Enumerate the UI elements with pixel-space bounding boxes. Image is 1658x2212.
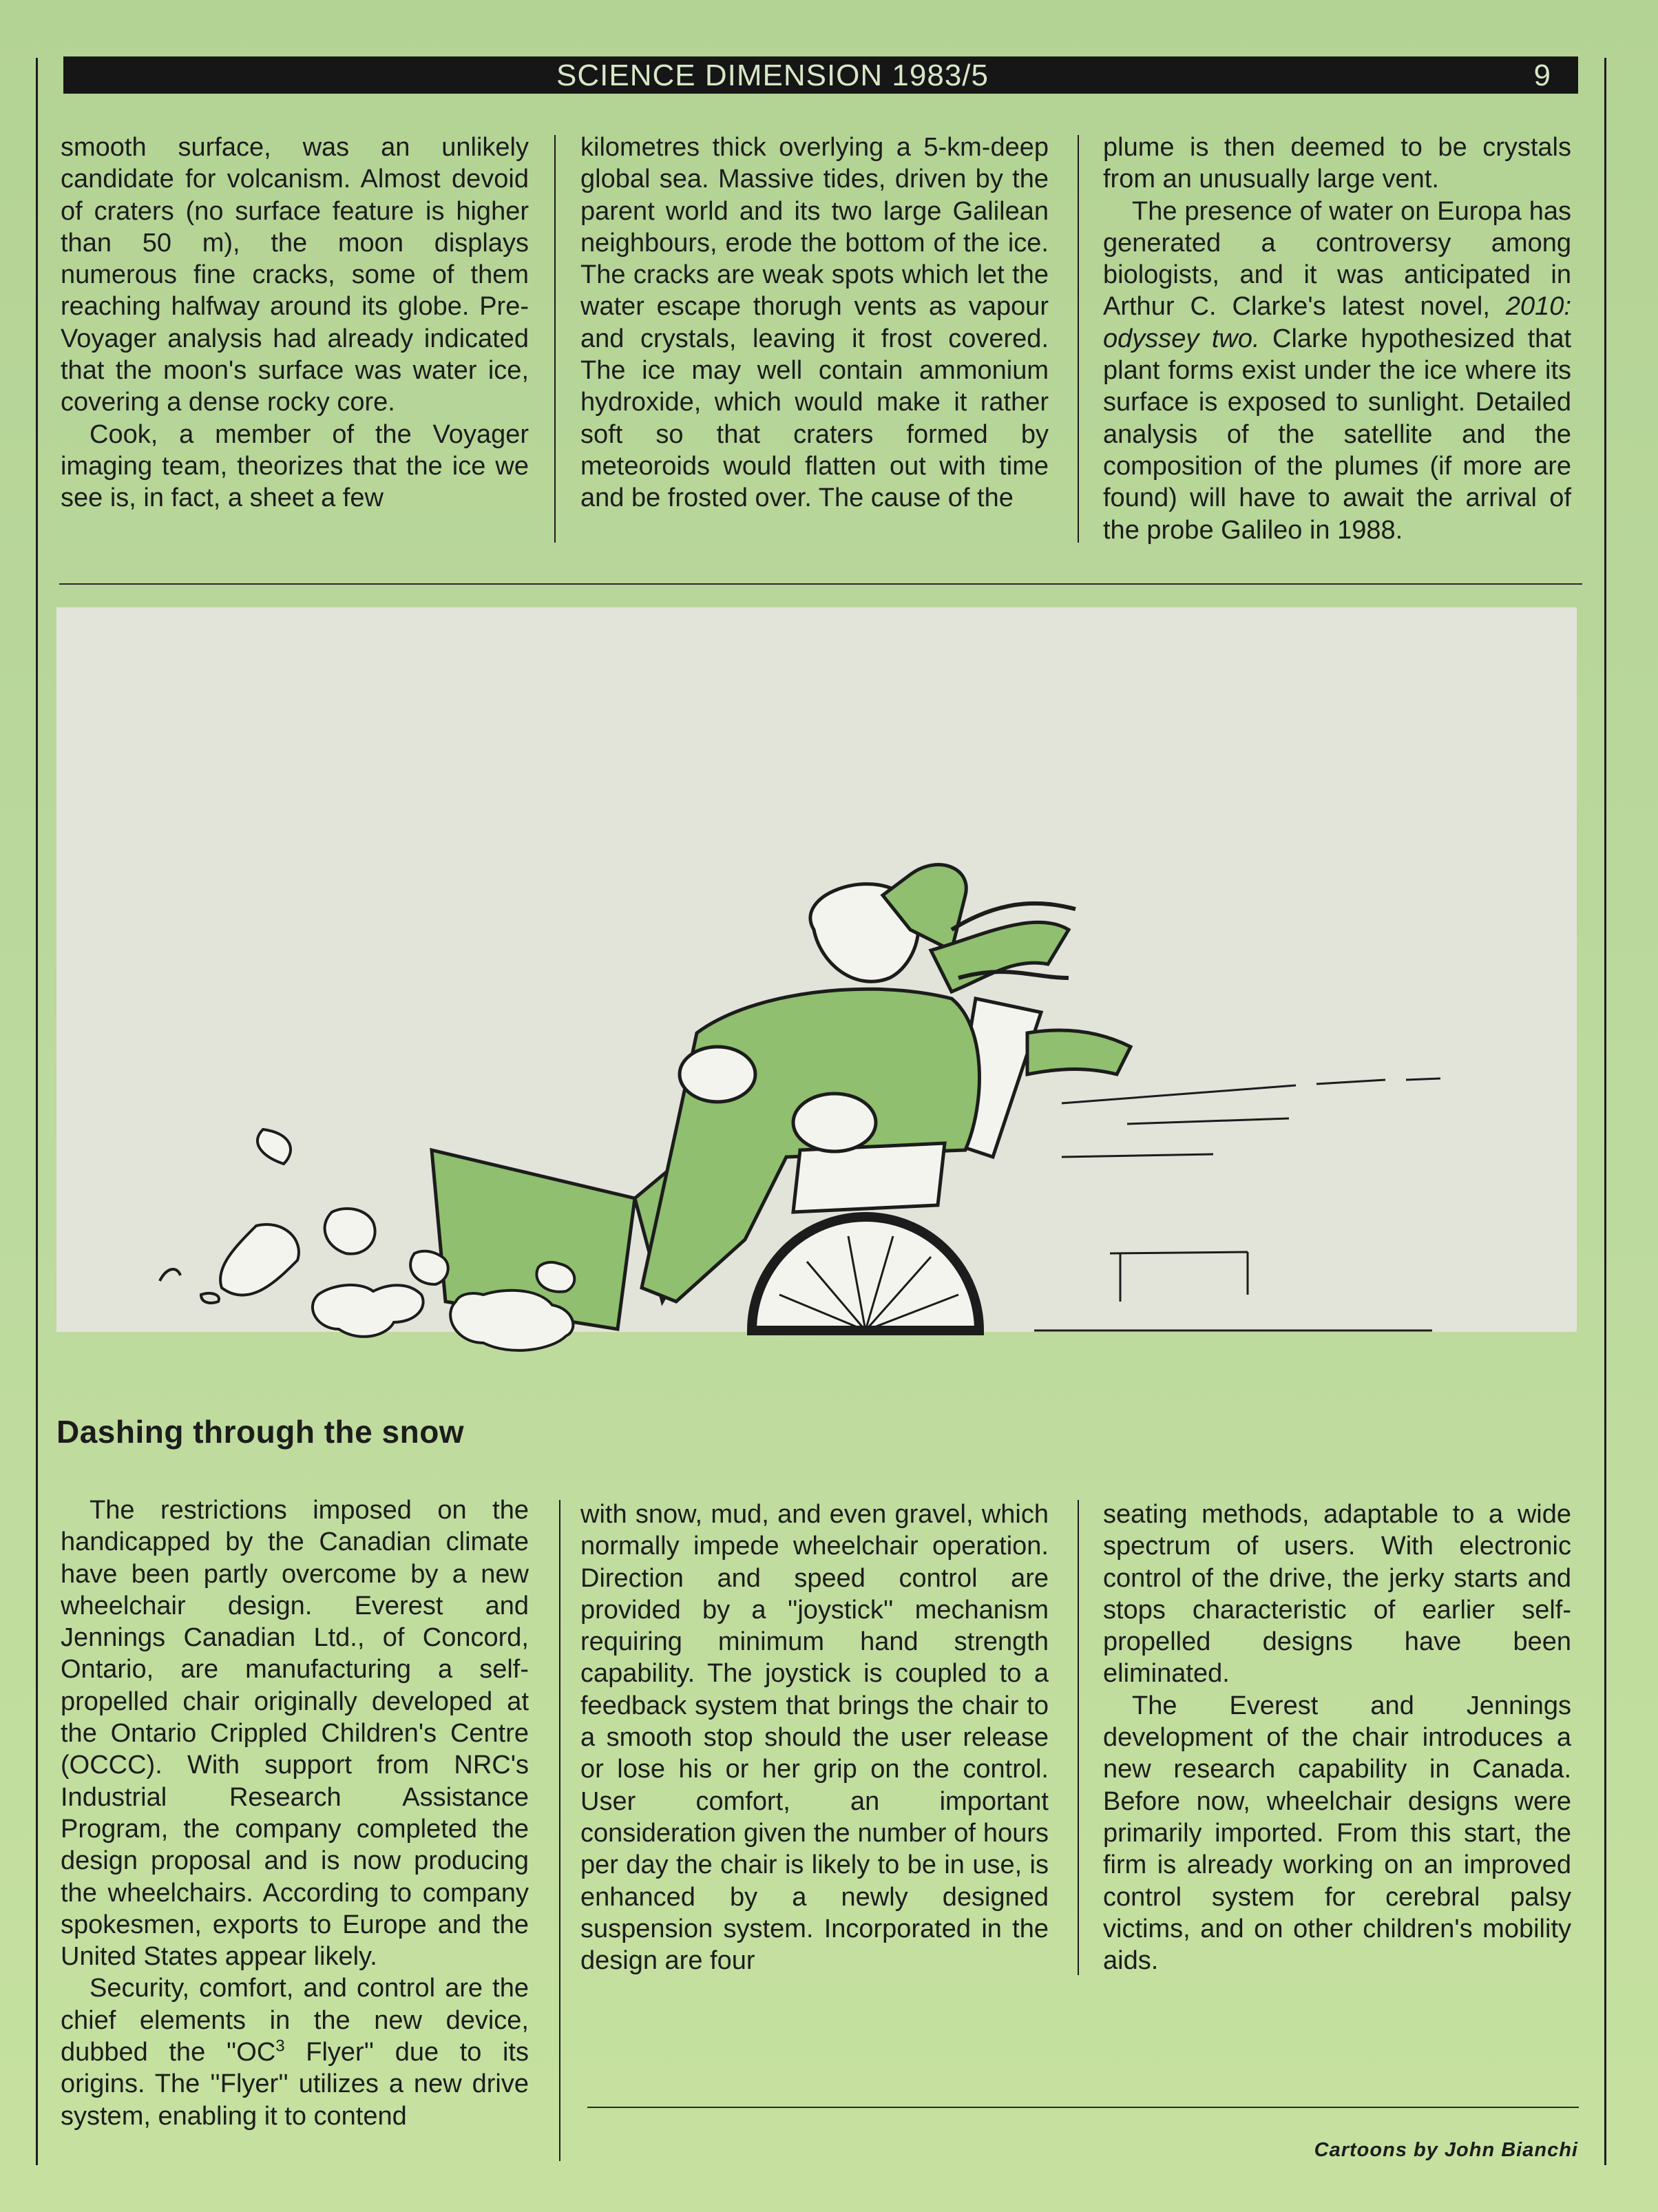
column-divider xyxy=(559,1500,560,2161)
right-margin-rule xyxy=(1604,58,1606,2165)
europa-col3-text: Clarke hypothesized that plant forms exist under the ice where its surface is exposed to sunlight. Detailed analysis of the satellite and the composition of the plumes (if more are found) will have to await the arrival of the probe Galileo in 1988. xyxy=(1103,324,1572,545)
wheelchair-col1-para-1: The restrictions imposed on the handicapped by the Canadian climate have been partly overcome by a new wheelchair design. Everest and Jennings Canadian Ltd., of Concord, Ontario, are manufacturing a self-propelled chair originally developed at the Ontario Crippled Children's Centre (OCCC). With support from NRC's Industrial Research Assistance Program, the company completed the design proposal and is now producing the wheelchairs. According to company spokesmen, exports to Europe and the United States appear likely. xyxy=(61,1496,529,1972)
europa-column-2 xyxy=(580,132,1049,514)
wheelchair-col2-para-1: with snow, mud, and even gravel, which normally impede wheelchair operation. Direction and speed control are provided by a ''joystick'' mechanism requiring minimum hand strength capability. The joystick is coupled to a feedback system that brings the chair to a smooth stop should the user release or lose his or her grip on the control. User comfort, an important consideration given the number of hours per day the chair is likely to be in use, is enhanced by a newly designed suspension system. Incorporated in the design are four xyxy=(580,1500,1049,1976)
europa-col3-text: The presence of water on Europa has generated a controversy among biologists, and it was anticipated in Arthur C. Clarke's latest novel, xyxy=(1103,196,1571,322)
seat-box xyxy=(793,1143,945,1212)
illustration-credit: Cartoons by John Bianchi xyxy=(1314,2139,1578,2161)
running-header xyxy=(63,56,1578,94)
wheelchair-col3-para-2: The Everest and Jennings development of the chair introduces a new research capability in Canada. Before now, wheelchair designs were primarily imported. From this start, the firm is already working on an improved control system for cerebral palsy victims, and on other children's mobility aids. xyxy=(1103,1691,1571,1976)
wheelchair-column-2 xyxy=(580,1499,1049,1976)
article-heading: Dashing through the snow xyxy=(56,1414,465,1450)
europa-column-3 xyxy=(1103,132,1571,546)
superscript: 3 xyxy=(275,2036,285,2056)
wheelchair-col1-text: Security, comfort, and control are the chief elements in the new device, dubbed the ''OC xyxy=(61,1974,529,2067)
wheelchair-col3-para-1: seating methods, adaptable to a wide spectrum of users. With electronic control of the drive, the jerky starts and stops characteristic of earlier self-propelled designs have been eliminated. xyxy=(1103,1500,1571,1689)
europa-col1-para-1: smooth surface, was an unlikely candidate for volcanism. Almost devoid of craters (no surface feature is higher than 50 m), the moon displays numerous fine cracks, some of them reaching halfway around its globe. Pre-Voyager analysis had already indicated that the moon's surface was water ice, covering a dense rocky core. xyxy=(61,133,529,417)
magazine-title: SCIENCE DIMENSION 1983/5 xyxy=(556,59,989,92)
wheelchair-snow-cartoon xyxy=(56,606,1577,1379)
column-divider xyxy=(554,135,556,543)
europa-col2-para-1: kilometres thick overlying a 5-km-deep global sea. Massive tides, driven by the parent world and its two large Galilean neighbours, erode the bottom of the ice. The cracks are weak spots which let the water escape thorugh vents as vapour and crystals, leaving it frost covered. The ice may well contain ammonium hydroxide, which would make it rather soft so that craters formed by meteoroids would flatten out with time and be frosted over. The cause of the xyxy=(580,133,1049,513)
column-divider xyxy=(1078,135,1079,543)
wheelchair-column-3 xyxy=(1103,1499,1571,1976)
rider-mitt xyxy=(680,1047,755,1102)
europa-col3-para-1: plume is then deemed to be crystals from an unusually large vent. xyxy=(1103,133,1571,194)
europa-column-1 xyxy=(61,132,529,514)
left-margin-rule xyxy=(36,58,38,2165)
credit-rule xyxy=(587,2107,1579,2108)
europa-col1-para-2: Cook, a member of the Voyager imaging team, theorizes that the ice we see is, in fact, a sheet a few xyxy=(61,419,529,513)
wheelchair-col1-para-2 xyxy=(61,1972,529,2131)
page-number: 9 xyxy=(1533,59,1551,92)
europa-col3-para-2 xyxy=(1103,196,1571,546)
section-divider xyxy=(59,583,1582,585)
wheelchair-col1-text: Flyer'' due to its origins. The ''Flyer'' utilizes a new drive system, enabling it to contend xyxy=(61,2038,529,2131)
column-divider xyxy=(1078,1500,1079,1975)
wheelchair-column-1 xyxy=(61,1494,529,2132)
novel-title: 2010: odyssey two. xyxy=(1103,292,1571,353)
rider-mitt xyxy=(793,1094,876,1151)
